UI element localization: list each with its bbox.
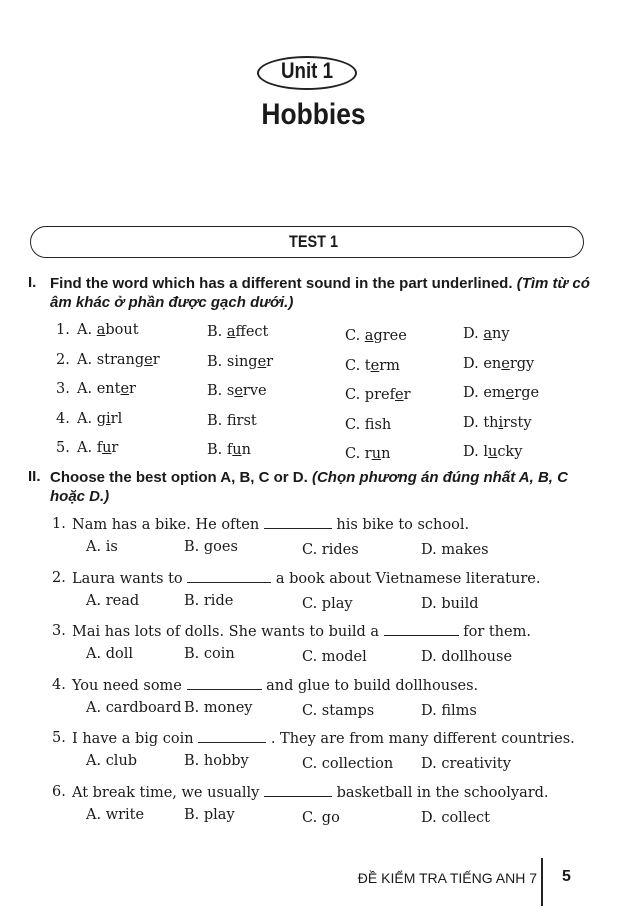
question-text: [72, 784, 549, 801]
option-a: A. doll: [86, 646, 133, 662]
underlined-part: a: [96, 322, 106, 338]
word-part: n: [241, 442, 251, 458]
option-b: B. hobby: [184, 753, 249, 769]
option-letter: B.: [207, 383, 223, 399]
word-part: f: [96, 440, 103, 456]
option-c: C. model: [302, 649, 367, 665]
option-letter: A.: [77, 351, 93, 368]
option-b: B. play: [184, 806, 235, 823]
option-c: C. rides: [302, 542, 359, 558]
item-number: 2.: [56, 351, 70, 368]
test-label: TEST 1: [289, 232, 338, 251]
option-b: B. ride: [184, 592, 234, 609]
word-part: r: [129, 381, 136, 397]
word-part: em: [483, 385, 506, 401]
word-part: f: [226, 442, 233, 458]
option-c: C. go: [302, 809, 340, 826]
underlined-part: u: [232, 442, 242, 458]
book-title: ĐỀ KIỂM TRA TIẾNG ANH 7: [357, 870, 537, 886]
underlined-part: u: [102, 440, 112, 456]
option-letter: D.: [463, 355, 479, 372]
word-part: rge: [514, 385, 540, 401]
question-stem-end: . They are from many different countries.: [270, 731, 575, 747]
underlined-part: e: [505, 385, 515, 401]
option-c: C. stamps: [302, 702, 375, 719]
option-letter: A.: [77, 440, 93, 456]
option-letter: D.: [463, 444, 479, 460]
question-stem-end: and glue to build dollhouses.: [266, 677, 479, 694]
option-letter: B.: [207, 412, 223, 429]
word-part: rst: [236, 412, 257, 429]
option-d: D. makes: [421, 542, 489, 558]
word-part: ffect: [235, 324, 269, 340]
option-letter: C.: [345, 416, 361, 433]
option-d: D. films: [421, 702, 477, 719]
option-c: [345, 358, 400, 374]
word-part: r: [403, 387, 411, 403]
option-b: [207, 442, 251, 458]
option-letter: A.: [77, 322, 93, 338]
underlined-part: i: [106, 410, 111, 427]
option-d: [463, 444, 522, 460]
underlined-part: a: [364, 328, 374, 344]
word-part: f: [226, 412, 237, 429]
item-number: 1.: [56, 322, 70, 338]
word-part: l: [483, 444, 488, 460]
option-a: A. cardboard: [86, 699, 182, 716]
word-part: rl: [110, 410, 123, 427]
underlined-part: e: [144, 351, 153, 368]
word-part: en: [483, 355, 502, 372]
word-part: f: [364, 416, 375, 433]
option-a: A. club: [86, 753, 138, 769]
option-letter: B.: [207, 442, 223, 458]
option-b: [207, 383, 267, 399]
underlined-part: e: [257, 353, 267, 370]
question-number: 6.: [52, 783, 66, 800]
section-1-instruction: [50, 274, 595, 312]
answer-blank: [187, 570, 271, 583]
footer-divider: [541, 858, 543, 906]
option-a: A. write: [86, 806, 145, 823]
answer-blank: [198, 730, 266, 743]
section-2-instruction: [50, 468, 595, 506]
word-part: r: [111, 440, 119, 456]
option-d: D. build: [421, 595, 479, 612]
word-part: rsty: [503, 414, 532, 431]
item-number: 3.: [56, 381, 70, 397]
option-b: [207, 413, 257, 429]
option-a: [77, 381, 136, 397]
question-stem: I have a big coin: [72, 731, 194, 747]
word-part: r: [266, 353, 274, 370]
word-part: rm: [379, 357, 400, 374]
option-a: [77, 322, 139, 338]
question-stem-end: basketball in the schoolyard.: [336, 784, 549, 801]
question-number: 5.: [52, 730, 66, 746]
option-d: [463, 356, 534, 372]
option-d: D. collect: [421, 809, 490, 826]
question-number: 3.: [52, 623, 66, 639]
option-a: A. is: [86, 539, 118, 555]
option-c: C. collection: [302, 756, 394, 772]
option-b: B. coin: [184, 646, 235, 662]
question-stem: Mai has lots of dolls. She wants to build a: [72, 624, 379, 640]
question-number: 4.: [52, 676, 66, 693]
option-c: [345, 328, 407, 344]
answer-blank: [384, 623, 459, 636]
question-number: 2.: [52, 569, 66, 586]
underlined-part: e: [370, 357, 380, 374]
question-number: 1.: [52, 516, 66, 532]
option-a: A. read: [86, 592, 140, 609]
option-letter: A.: [77, 381, 93, 397]
underlined-part: u: [487, 444, 498, 460]
option-d: D. creativity: [421, 756, 511, 772]
word-part: cky: [497, 444, 523, 460]
instruction-vi: (Chọn phương án đúng nhất A, B, C hoặc D.): [50, 469, 568, 505]
item-number: 4.: [56, 410, 70, 427]
word-part: rgy: [509, 355, 535, 372]
word-part: strang: [96, 351, 145, 368]
option-letter: D.: [463, 326, 479, 342]
underlined-part: a: [483, 326, 492, 342]
option-letter: D.: [463, 414, 479, 431]
option-letter: D.: [463, 385, 479, 401]
option-c: [345, 387, 411, 403]
word-part: g: [96, 410, 106, 427]
option-letter: C.: [345, 328, 361, 344]
option-letter: C.: [345, 446, 361, 462]
word-part: n: [381, 446, 391, 462]
word-part: r: [152, 351, 160, 368]
option-a: [77, 440, 118, 456]
question-stem-end: his bike to school.: [336, 517, 470, 533]
word-part: ent: [96, 381, 121, 397]
option-b: [207, 354, 273, 370]
question-text: [72, 516, 469, 533]
underlined-part: e: [234, 383, 243, 399]
question-stem: Nam has a bike. He often: [72, 517, 260, 533]
option-letter: C.: [345, 357, 361, 374]
instruction-en: Find the word which has a different sound in the part underlined.: [50, 275, 513, 292]
section-2-number: II.: [28, 468, 41, 485]
option-letter: C.: [345, 387, 361, 403]
page-number: 5: [562, 868, 571, 885]
underlined-part: a: [226, 324, 236, 340]
underlined-part: e: [120, 381, 130, 397]
question-text: [72, 623, 531, 640]
page-title: Hobbies: [261, 98, 366, 131]
underlined-part: u: [371, 446, 382, 462]
word-part: ny: [491, 326, 510, 342]
word-part: sh: [374, 416, 392, 433]
word-part: pref: [364, 387, 395, 403]
answer-blank: [187, 677, 262, 690]
answer-blank: [264, 516, 332, 529]
instruction-en: Choose the best option A, B, C or D.: [50, 469, 308, 486]
word-part: sing: [226, 353, 258, 370]
option-d: [463, 415, 532, 431]
question-stem: Laura wants to: [72, 570, 183, 587]
question-stem-end: for them.: [463, 624, 531, 640]
word-part: r: [364, 446, 372, 462]
option-c: C. play: [302, 595, 353, 612]
word-part: th: [483, 414, 499, 431]
instruction-vi: (Tìm từ có âm khác ở phần được gạch dưới.): [50, 275, 590, 311]
word-part: gree: [373, 328, 407, 344]
question-text: [72, 730, 575, 747]
word-part: t: [364, 357, 371, 374]
underlined-part: e: [394, 387, 404, 403]
option-b: B. goes: [184, 539, 238, 555]
word-part: s: [226, 383, 235, 399]
option-d: [463, 326, 510, 342]
option-d: D. dollhouse: [421, 649, 513, 665]
option-d: [463, 385, 539, 401]
unit-label: Unit 1: [281, 58, 333, 83]
question-text: [72, 570, 540, 587]
option-c: [345, 446, 390, 462]
question-stem: You need some: [72, 677, 182, 694]
question-stem: At break time, we usually: [72, 784, 260, 801]
underlined-part: i: [498, 414, 504, 431]
option-letter: A.: [77, 410, 93, 427]
option-letter: B.: [207, 324, 223, 340]
option-a: [77, 352, 160, 368]
word-part: bout: [105, 322, 139, 338]
underlined-part: e: [501, 355, 510, 372]
answer-blank: [264, 784, 332, 797]
question-stem-end: a book about Vietnamese literature.: [275, 570, 541, 587]
option-b: [207, 324, 268, 340]
word-part: rve: [242, 383, 267, 399]
question-text: [72, 677, 478, 694]
option-letter: B.: [207, 353, 223, 370]
option-c: [345, 417, 391, 433]
option-a: [77, 411, 122, 427]
option-b: B. money: [184, 699, 253, 716]
item-number: 5.: [56, 440, 70, 456]
section-1-number: I.: [28, 274, 37, 291]
